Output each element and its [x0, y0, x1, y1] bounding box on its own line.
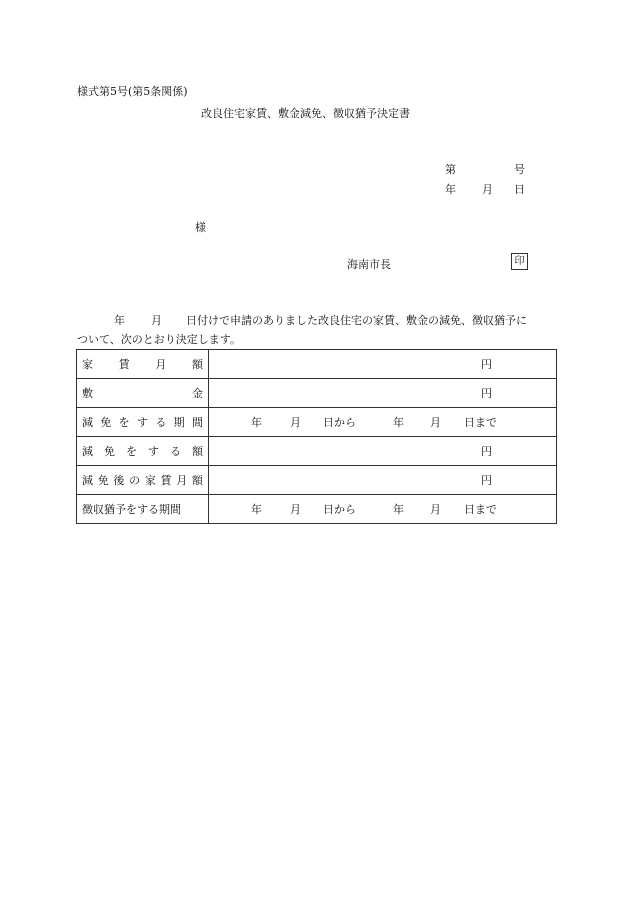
- seal-stamp: 印: [511, 253, 528, 270]
- label-char: 月: [176, 474, 188, 487]
- label-char: る: [155, 416, 167, 429]
- label-char: の: [129, 474, 141, 487]
- label-char: 家: [144, 474, 156, 487]
- label-char: 減: [82, 445, 93, 458]
- label-char: す: [136, 416, 148, 429]
- date-year: 年: [445, 183, 456, 196]
- value-deferral-period[interactable]: [209, 495, 557, 524]
- row-label-monthly-rent: [77, 350, 209, 379]
- label-char: 後: [113, 474, 125, 487]
- period-day-to: 日まで: [464, 503, 497, 516]
- decision-table: [76, 349, 557, 524]
- table-row: [77, 495, 557, 524]
- period-day-from: 日から: [323, 503, 356, 516]
- label-char: 期: [173, 416, 185, 429]
- label-char: 敷: [82, 387, 93, 400]
- label-char: 免: [100, 416, 112, 429]
- value-exemption-period[interactable]: [209, 408, 557, 437]
- date-month: 月: [482, 183, 493, 196]
- yen-unit: 円: [481, 358, 492, 371]
- label-char: 賃: [160, 474, 172, 487]
- period-month-from: 月: [290, 416, 301, 429]
- value-deposit[interactable]: [209, 379, 557, 408]
- issuer-name: 海南市長: [347, 258, 391, 271]
- yen-unit: 円: [481, 387, 492, 400]
- addressee-sama: 様: [195, 221, 206, 234]
- label-char: を: [126, 445, 137, 458]
- period-month-to: 月: [430, 416, 441, 429]
- label-char: 金: [192, 387, 203, 400]
- row-label-deposit: [77, 379, 209, 408]
- yen-unit: 円: [481, 445, 492, 458]
- body-text-line2: ついて、次のとおり決定します。: [77, 333, 241, 346]
- label-char: 家: [82, 358, 93, 371]
- period-year-to: 年: [393, 416, 404, 429]
- label-char: 賃: [118, 358, 130, 371]
- value-rent-after-exemption[interactable]: [209, 466, 557, 495]
- label-char: 額: [191, 358, 203, 371]
- label-char: 免: [104, 445, 115, 458]
- body-text-line1: 日付けで申請のありました改良住宅の家賃、敷金の減免、徴収猶予に: [186, 314, 527, 327]
- table-row: [77, 408, 557, 437]
- label-char: 免: [97, 474, 109, 487]
- period-year-to: 年: [393, 503, 404, 516]
- yen-unit: 円: [481, 474, 492, 487]
- row-label-exemption-period: [77, 408, 209, 437]
- label-char: 間: [191, 416, 203, 429]
- body-year: 年: [114, 314, 125, 327]
- reference-dai: 第: [445, 163, 456, 176]
- period-day-to: 日まで: [464, 416, 497, 429]
- label-char: 額: [192, 445, 203, 458]
- period-month-to: 月: [430, 503, 441, 516]
- period-day-from: 日から: [323, 416, 356, 429]
- label-char: す: [148, 445, 159, 458]
- reference-gou: 号: [514, 163, 525, 176]
- form-number: 様式第5号(第5条関係): [77, 85, 188, 98]
- period-year-from: 年: [251, 416, 262, 429]
- value-exemption-amount[interactable]: [209, 437, 557, 466]
- row-label-rent-after-exemption: [77, 466, 209, 495]
- body-text: [77, 311, 567, 349]
- label-char: 減: [82, 474, 93, 487]
- table-row: [77, 466, 557, 495]
- period-month-from: 月: [290, 503, 301, 516]
- table-row: [77, 437, 557, 466]
- period-year-from: 年: [251, 503, 262, 516]
- label-char: る: [170, 445, 181, 458]
- row-label-deferral-period: 徴収猶予をする期間: [77, 495, 209, 524]
- row-label-exemption-amount: [77, 437, 209, 466]
- label-char: 月: [155, 358, 167, 371]
- table-row: [77, 350, 557, 379]
- value-monthly-rent[interactable]: [209, 350, 557, 379]
- body-month: 月: [151, 314, 162, 327]
- label-char: 減: [82, 416, 93, 429]
- date-day: 日: [514, 183, 525, 196]
- label-char: を: [118, 416, 130, 429]
- label-char: 額: [191, 474, 203, 487]
- table-row: [77, 379, 557, 408]
- document-title: 改良住宅家賃、敷金減免、徴収猶予決定書: [201, 107, 410, 120]
